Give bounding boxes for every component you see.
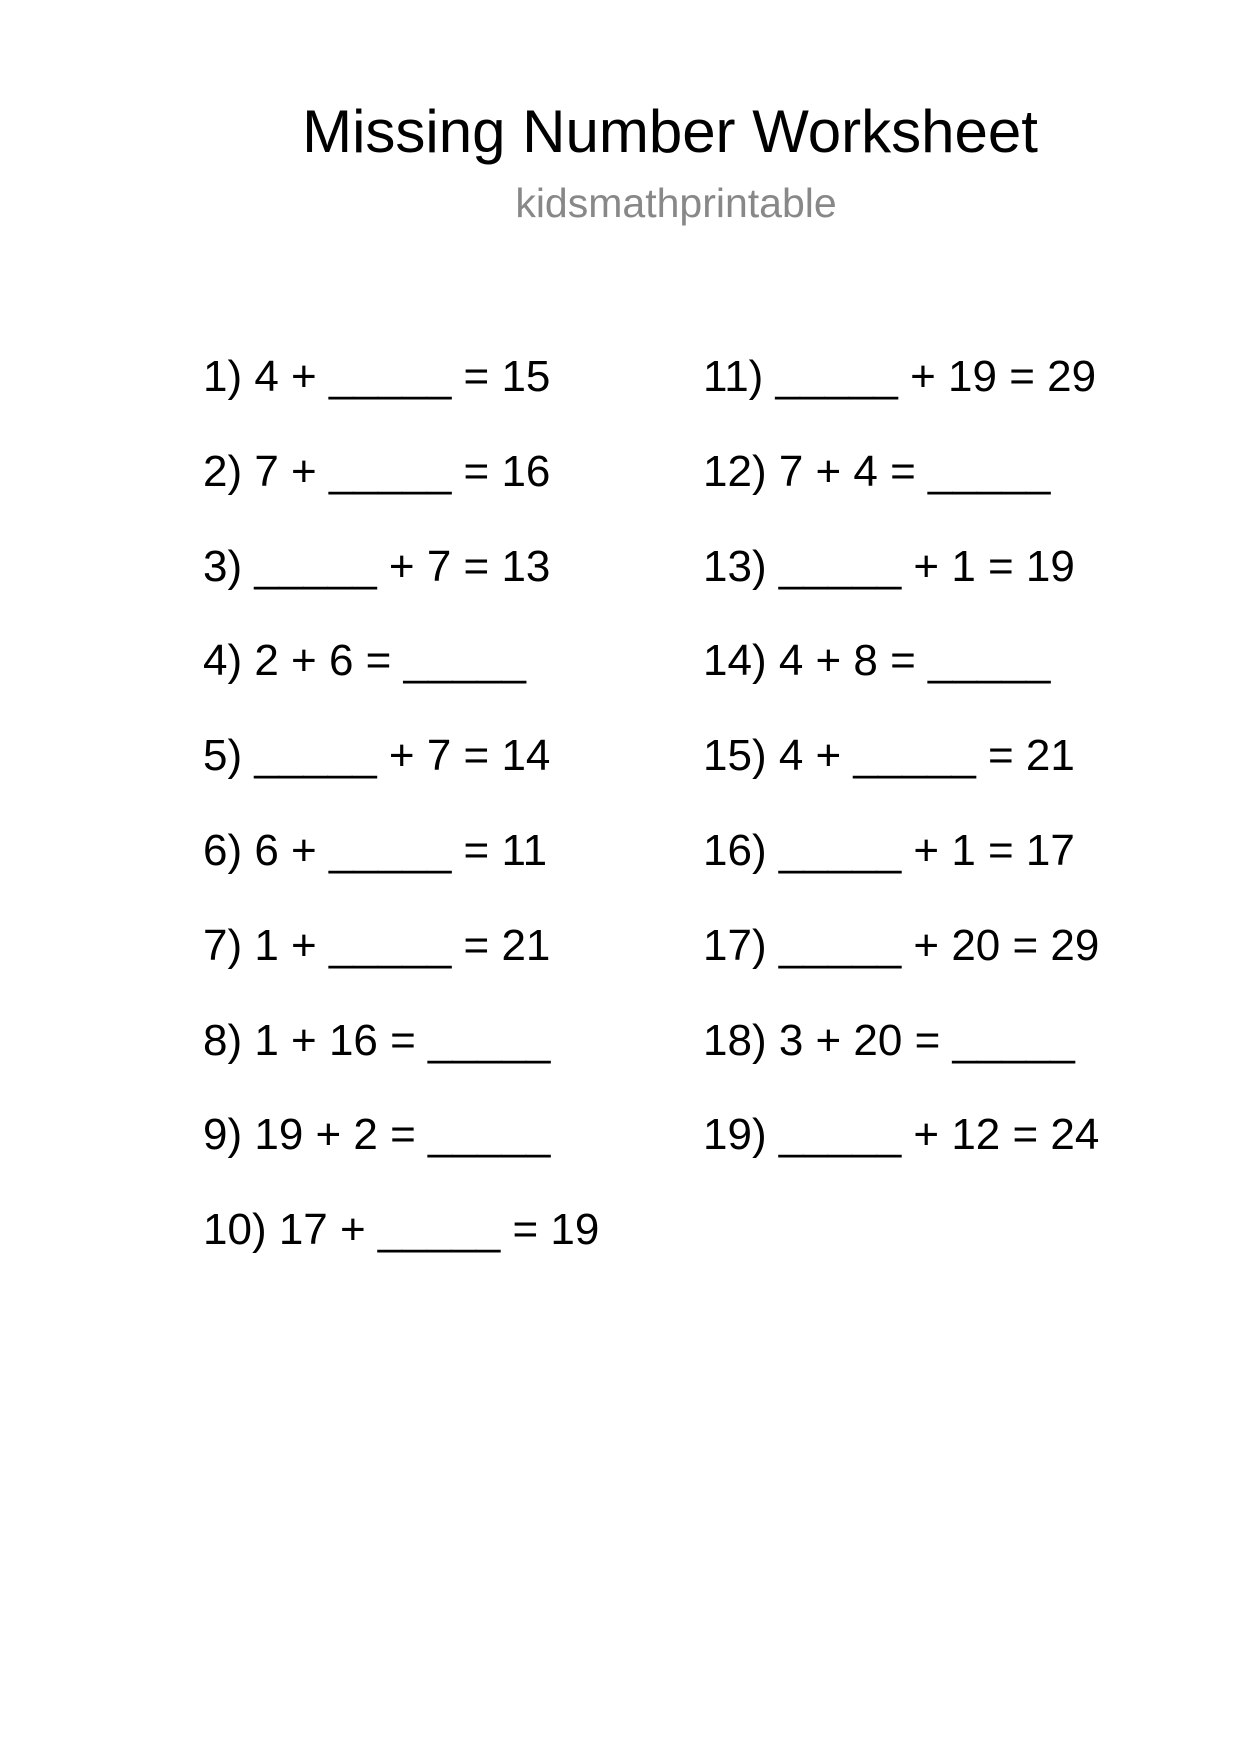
- problem-14: 14) 4 + 8 = _____: [703, 636, 1051, 686]
- problem-19: 19) _____ + 12 = 24: [703, 1110, 1100, 1160]
- problem-12: 12) 7 + 4 = _____: [703, 446, 1051, 496]
- problem-13: 13) _____ + 1 = 19: [703, 541, 1075, 591]
- problem-18: 18) 3 + 20 = _____: [703, 1015, 1075, 1065]
- problem-5: 5) _____ + 7 = 14: [203, 731, 551, 781]
- problem-4: 4) 2 + 6 = _____: [203, 636, 526, 686]
- problem-9: 9) 19 + 2 = _____: [203, 1110, 551, 1160]
- worksheet-subtitle: kidsmathprintable: [515, 180, 837, 226]
- problems-right-column: [703, 350, 1099, 1203]
- problem-6: 6) 6 + _____ = 11: [203, 825, 548, 875]
- problem-7: 7) 1 + _____ = 21: [203, 920, 551, 970]
- worksheet-title: Missing Number Worksheet: [302, 98, 1038, 165]
- problem-17: 17) _____ + 20 = 29: [703, 920, 1100, 970]
- problem-2: 2) 7 + _____ = 16: [203, 446, 551, 496]
- problem-11: 11) _____ + 19 = 29: [703, 352, 1097, 401]
- problem-10: 10) 17 + _____ = 19: [203, 1205, 600, 1255]
- problem-15: 15) 4 + _____ = 21: [703, 731, 1075, 781]
- problem-16: 16) _____ + 1 = 17: [703, 825, 1075, 875]
- problem-3: 3) _____ + 7 = 13: [203, 541, 551, 591]
- problem-8: 8) 1 + 16 = _____: [203, 1015, 551, 1065]
- problem-1: 1) 4 + _____ = 15: [203, 352, 551, 401]
- problems-left-column: [203, 350, 599, 1298]
